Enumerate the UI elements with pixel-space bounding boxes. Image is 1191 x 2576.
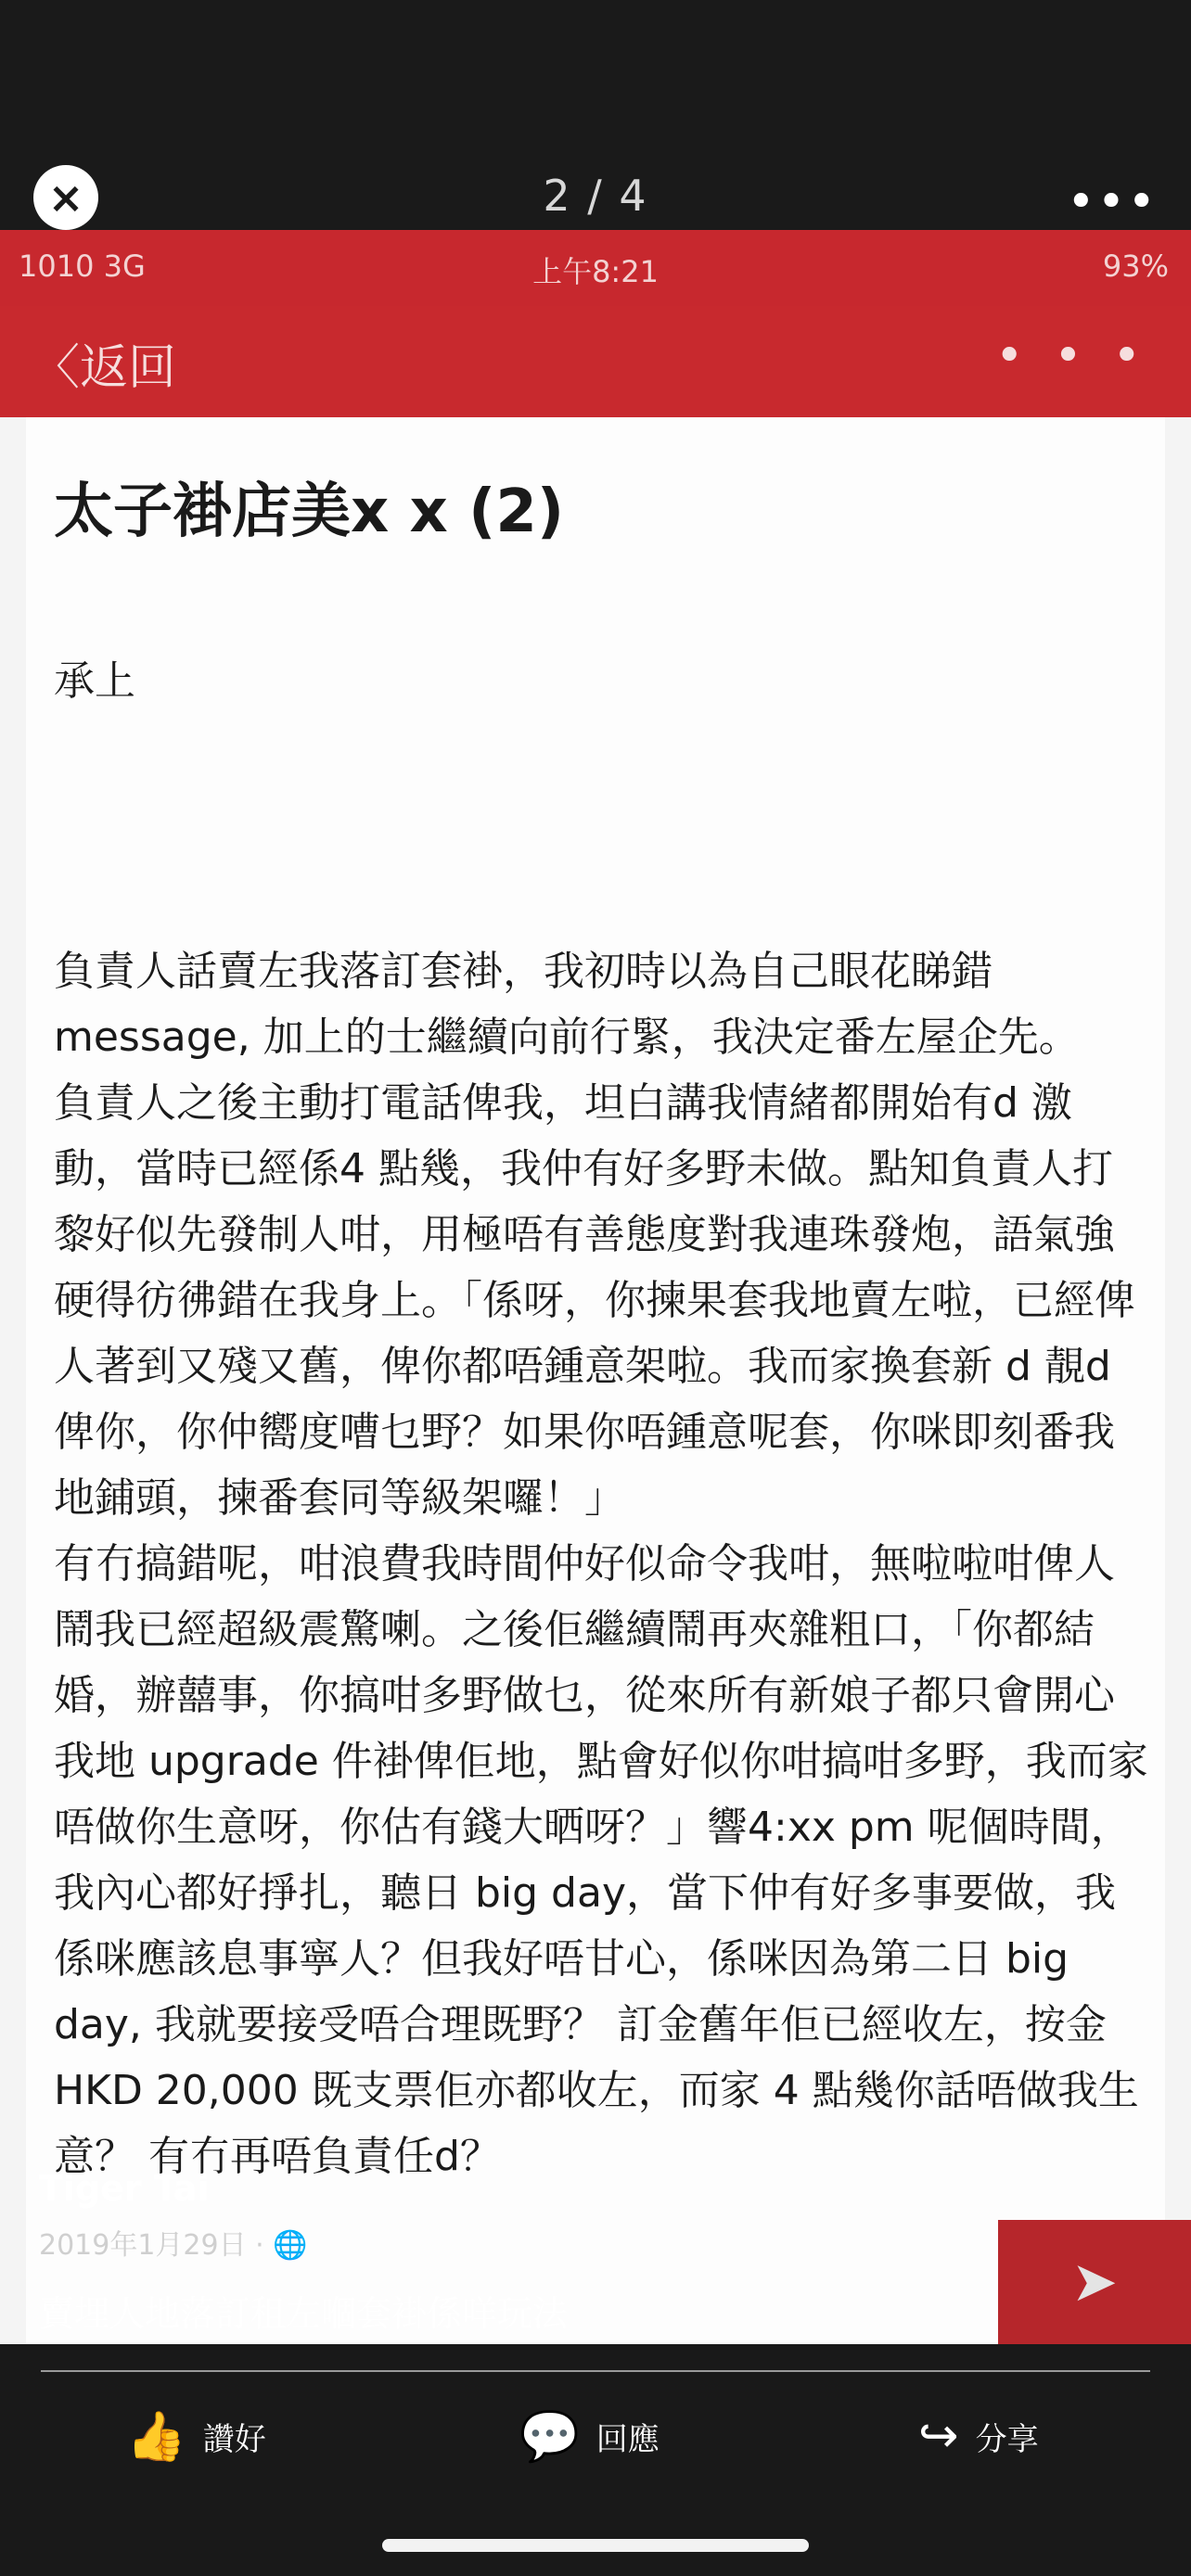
document-title: 太子褂店美x x (2)	[54, 478, 565, 546]
close-icon[interactable]: ×	[33, 165, 98, 230]
status-time: 上午8:21	[532, 254, 659, 289]
thumbs-up-icon: 👍	[126, 2408, 186, 2465]
paragraph-2: 負責人之後主動打電話俾我，坦白講我情緒都開始有d 激動，當時已經係4 點幾，我仲有好多野未做。點知負責人打黎好似先發制人咁，用極唔有善態度對我連珠發炮，語氣強硬得彷彿錯在我身上。「係呀，你揀果套我地賣左啦，已經俾人著到又殘又舊，俾你都唔鍾意架啦。我而家換套新 d 靚d 俾你，你仲嚮度嘈乜野？如果你唔鍾意呢套，你咪即刻番我地鋪頭，揀番套同等級架囉！」	[54, 1079, 1135, 1522]
photo-status-bar	[0, 230, 1191, 306]
carrier-label: 1010 3G	[19, 249, 146, 284]
more-options-icon[interactable]: •••	[1066, 174, 1158, 230]
like-button[interactable]: 👍 讚好	[126, 2408, 266, 2465]
share-icon: ↪	[918, 2408, 959, 2464]
reply-button[interactable]: 💬 回應	[519, 2408, 660, 2465]
home-indicator[interactable]	[382, 2539, 809, 2552]
document-page	[26, 417, 1165, 2344]
battery-label: 93%	[1102, 249, 1169, 284]
page-counter: 2 / 4	[543, 171, 648, 221]
paragraph-1: 負責人話賣左我落訂套褂，我初時以為自己眼花睇錯message, 加上的士繼續向前行緊，我決定番左屋企先。	[54, 948, 1080, 1061]
share-button[interactable]: ↪ 分享	[918, 2408, 1039, 2464]
viewer-top-bar	[0, 0, 1191, 230]
post-date: 2019年1月29日 · 🌐	[39, 2229, 308, 2262]
back-button: 〈返回	[32, 340, 177, 396]
post-caption: 賣埋人地落訂租左嗰套褂係咩玩法	[39, 2293, 569, 2334]
screenshot-photo	[0, 230, 1191, 2344]
send-icon: ➤	[998, 2220, 1191, 2344]
comment-icon: 💬	[519, 2408, 580, 2465]
document-body	[54, 938, 1148, 2189]
post-author[interactable]: Tiger Tai	[39, 2168, 210, 2209]
document-intro: 承上	[54, 657, 135, 705]
nav-more-icon: • • •	[994, 328, 1148, 384]
photo-nav-bar	[0, 306, 1191, 417]
action-divider	[41, 2370, 1150, 2372]
globe-icon: 🌐	[273, 2229, 308, 2262]
paragraph-3: 有冇搞錯呢，咁浪費我時間仲好似命令我咁，無啦啦咁俾人鬧我已經超級震驚喇。之後佢繼續鬧再夾雜粗口，「你都結婚，辦囍事，你搞咁多野做乜，從來所有新娘子都只會開心我地 upgrade 件褂俾佢地，點會好似你咁搞咁多野，我而家唔做你生意呀，你估有錢大晒呀？」響4:xx pm 呢個時間，我內心都好掙扎，聽日 big day，當下仲有好多事要做，我係咪應該息事寧人？但我好唔甘心，係咪因為第二日 big day, 我就要接受唔合理既野？ 訂金舊年佢已經收左，按金HKD 20,000 既支票佢亦都收左，而家 4 點幾你話唔做我生意？ 有冇再唔負責任d？	[54, 1540, 1148, 2180]
